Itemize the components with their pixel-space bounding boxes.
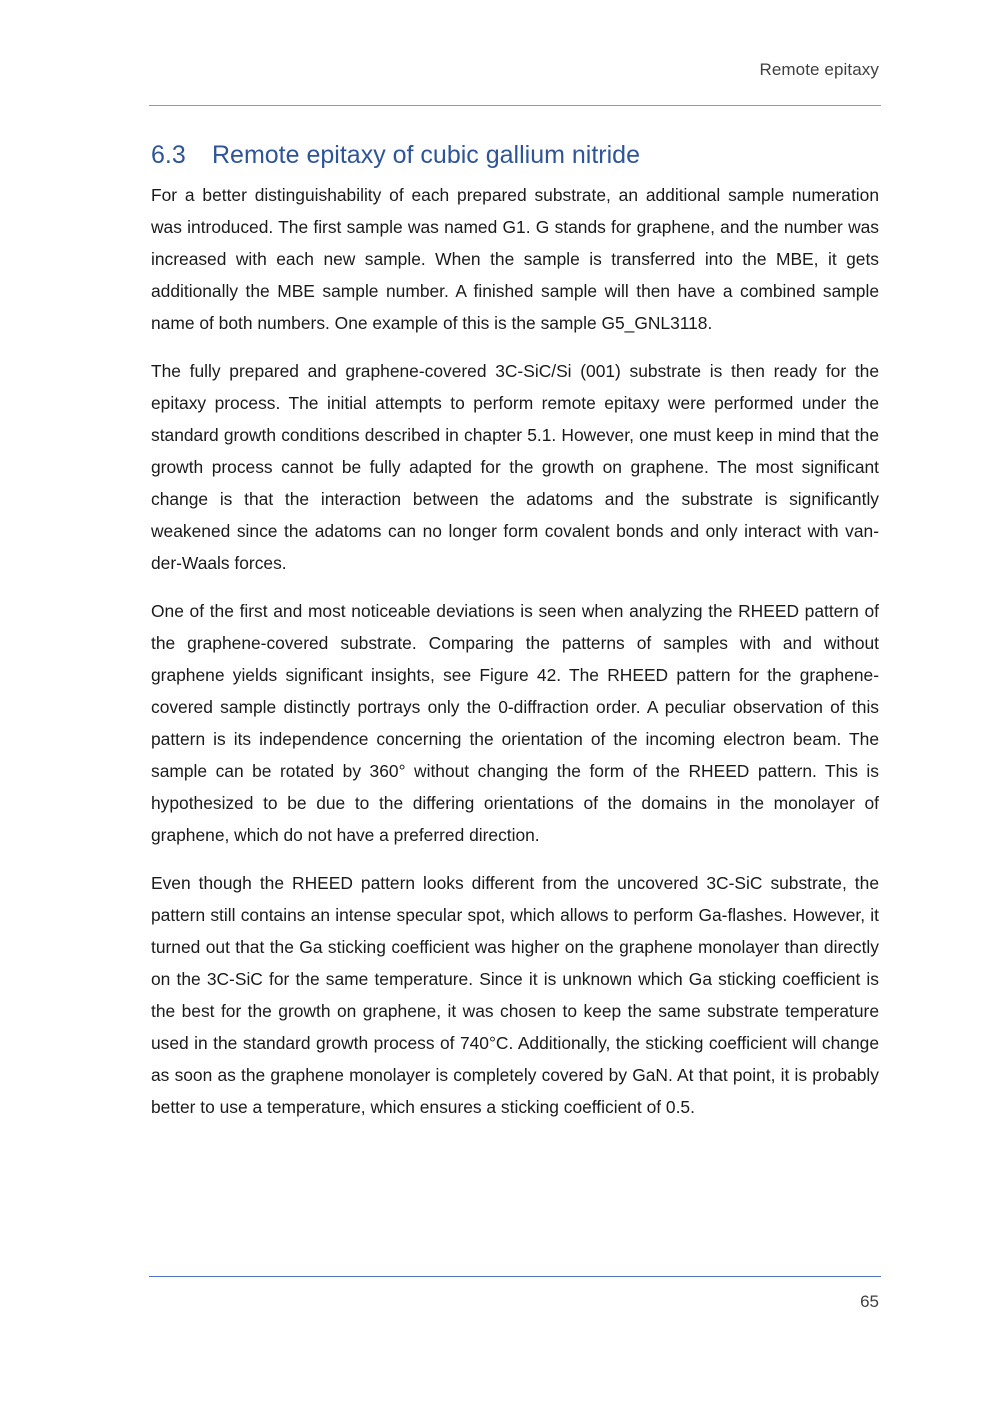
paragraph: Even though the RHEED pattern looks different from the uncovered 3C-SiC substrate, the pattern still contains an intense specular spot, which allows to perform Ga-flashes. However, it turned out that the Ga sticking coefficient was higher on the graphene monolayer than directly on the 3C-SiC for the same temperature. Since it is unknown which Ga sticking coefficient is the best for the growth on graphene, it was chosen to keep the same substrate temperature used in the standard growth process of 740°C. Additionally, the sticking coefficient will change as soon as the graphene monolayer is completely covered by GaN. At that point, it is probably better to use a temperature, which ensures a sticking coefficient of 0.5. xyxy=(151,873,879,1117)
section-title: Remote epitaxy of cubic gallium nitride xyxy=(212,141,640,169)
page-number: 65 xyxy=(860,1292,879,1311)
footer-divider xyxy=(149,1276,881,1277)
paragraph: One of the first and most noticeable deviations is seen when analyzing the RHEED pattern of the graphene-covered substrate. Comparing the patterns of samples with and without graphene yields significant insights, see Figure 42. The RHEED pattern for the graphene-covered sample distinctly portrays only the 0-diffraction order. A peculiar observation of this pattern is its independence concerning the orientation of the incoming electron beam. The sample can be rotated by 360° without changing the form of the RHEED pattern. This is hypothesized to be due to the differing orientations of the domains in the monolayer of graphene, which do not have a preferred direction. xyxy=(151,601,879,845)
section-heading xyxy=(151,138,879,172)
section-number: 6.3 xyxy=(151,141,186,169)
page-body xyxy=(151,138,879,1139)
paragraph: For a better distinguishability of each prepared substrate, an additional sample numeration was introduced. The first sample was named G1. G stands for graphene, and the number was increased with each new sample. When the sample is transferred into the MBE, it gets additionally the MBE sample number. A finished sample will then have a combined sample name of both numbers. One example of this is the sample G5_GNL3118. xyxy=(151,185,879,333)
running-header: Remote epitaxy xyxy=(759,60,879,79)
paragraph: The fully prepared and graphene-covered 3C-SiC/Si (001) substrate is then ready for the epitaxy process. The initial attempts to perform remote epitaxy were performed under the standard growth conditions described in chapter 5.1. However, one must keep in mind that the growth process cannot be fully adapted for the growth on graphene. The most significant change is that the interaction between the adatoms and the substrate is significantly weakened since the adatoms can no longer form covalent bonds and only interact with van-der-Waals forces. xyxy=(151,361,879,573)
header-divider xyxy=(149,105,881,106)
